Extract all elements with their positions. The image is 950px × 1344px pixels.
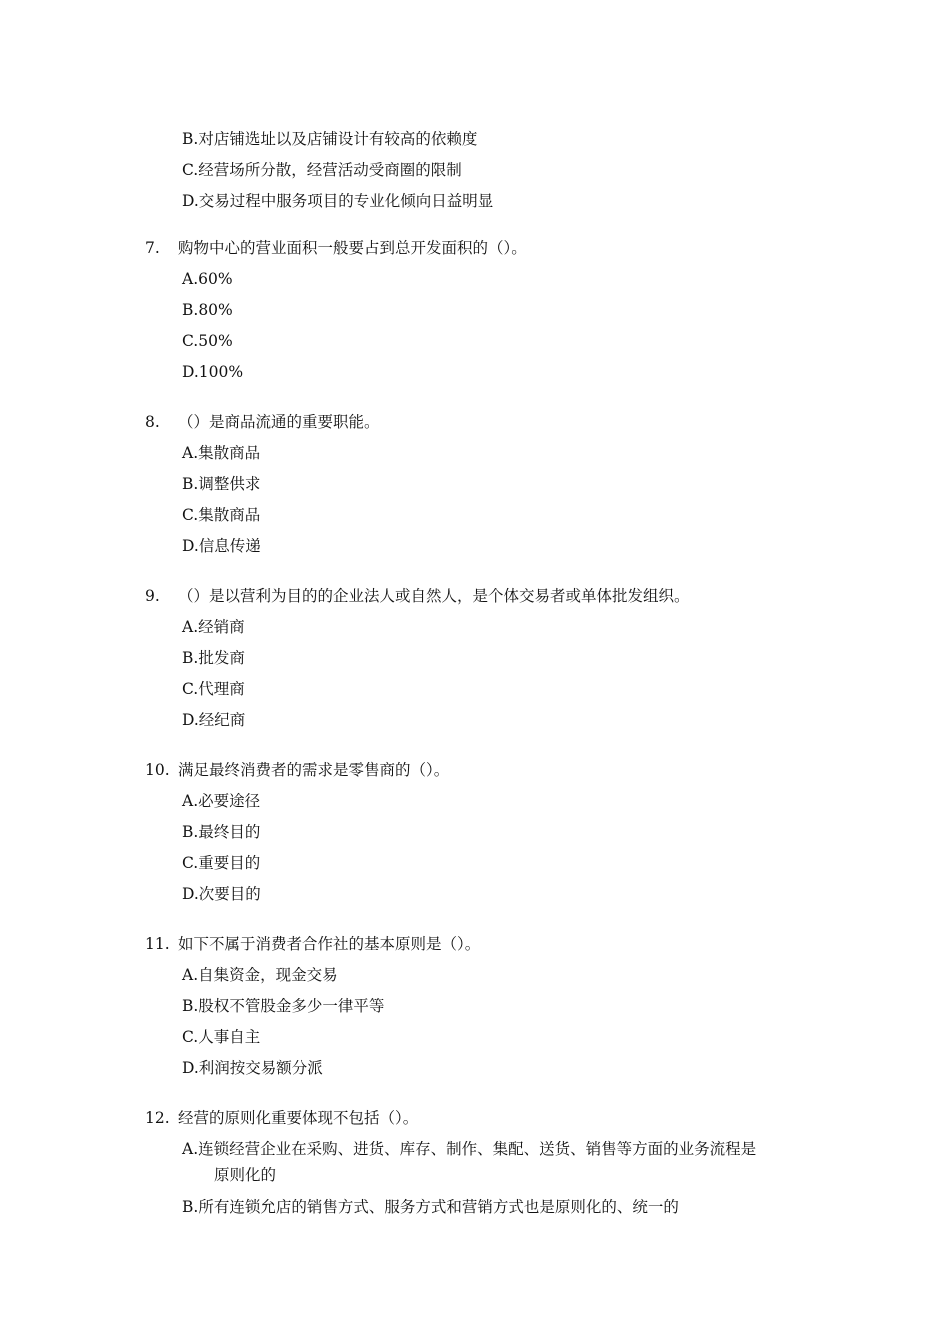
question-number: 7. — [145, 239, 160, 257]
question-11 — [145, 929, 480, 1084]
option-c: C.代理商 — [182, 680, 245, 698]
question-text: （）是以营利为目的的企业法人或自然人，是个体交易者或单体批发组织。 — [178, 587, 690, 605]
option-a: A.自集资金，现金交易 — [182, 966, 338, 984]
option-a: A.集散商品 — [182, 444, 261, 462]
option-b: B.80% — [182, 301, 233, 319]
option-c: C.集散商品 — [182, 506, 261, 524]
option-c: C.50% — [182, 332, 233, 350]
question-number: 10. — [145, 761, 170, 779]
option-d: D.信息传递 — [182, 537, 261, 555]
option-list — [182, 438, 380, 562]
option-a-continuation: 原则化的 — [214, 1166, 277, 1184]
option-list — [182, 960, 480, 1084]
option-list — [182, 786, 449, 910]
question-text: 满足最终消费者的需求是零售商的（）。 — [178, 761, 450, 779]
option-b: B.批发商 — [182, 649, 245, 667]
option-c: C.经营场所分散，经营活动受商圈的限制 — [182, 161, 462, 179]
option-c: C.人事自主 — [182, 1028, 261, 1046]
option-list — [182, 612, 690, 736]
option-list — [182, 1134, 822, 1223]
option-c: C.重要目的 — [182, 854, 261, 872]
question-9 — [145, 581, 690, 736]
option-b: B.调整供求 — [182, 475, 261, 493]
option-a: A.必要途径 — [182, 792, 261, 810]
option-b: B.所有连锁允店的销售方式、服务方式和营销方式也是原则化的、统一的 — [182, 1198, 679, 1216]
question-number: 12. — [145, 1109, 170, 1127]
question-12 — [145, 1103, 822, 1223]
question-text: 经营的原则化重要体现不包括（）。 — [178, 1109, 419, 1127]
option-d: D.交易过程中服务项目的专业化倾向日益明显 — [182, 192, 494, 210]
option-b: B.股权不管股金多少一律平等 — [182, 997, 385, 1015]
question-text: 如下不属于消费者合作社的基本原则是（）。 — [178, 935, 481, 953]
continued-options — [182, 124, 493, 217]
option-d: D.100% — [182, 363, 244, 381]
option-d: D.经纪商 — [182, 711, 246, 729]
option-d: D.利润按交易额分派 — [182, 1059, 323, 1077]
question-number: 11. — [145, 935, 170, 953]
option-a: A.经销商 — [182, 618, 245, 636]
option-a — [182, 1134, 822, 1192]
option-a: A.60% — [182, 270, 233, 288]
option-a-text: A.连锁经营企业在采购、进货、库存、制作、集配、送货、销售等方面的业务流程是 — [182, 1140, 757, 1158]
question-number: 8. — [145, 413, 160, 431]
question-8 — [145, 407, 380, 562]
option-d: D.次要目的 — [182, 885, 261, 903]
question-10 — [145, 755, 449, 910]
option-list — [182, 264, 527, 388]
question-text: （）是商品流通的重要职能。 — [178, 413, 380, 431]
question-text: 购物中心的营业面积一般要占到总开发面积的（）。 — [178, 239, 527, 257]
question-number: 9. — [145, 587, 160, 605]
option-b: B.对店铺选址以及店铺设计有较高的依赖度 — [182, 130, 478, 148]
question-7 — [145, 233, 527, 388]
option-b: B.最终目的 — [182, 823, 261, 841]
